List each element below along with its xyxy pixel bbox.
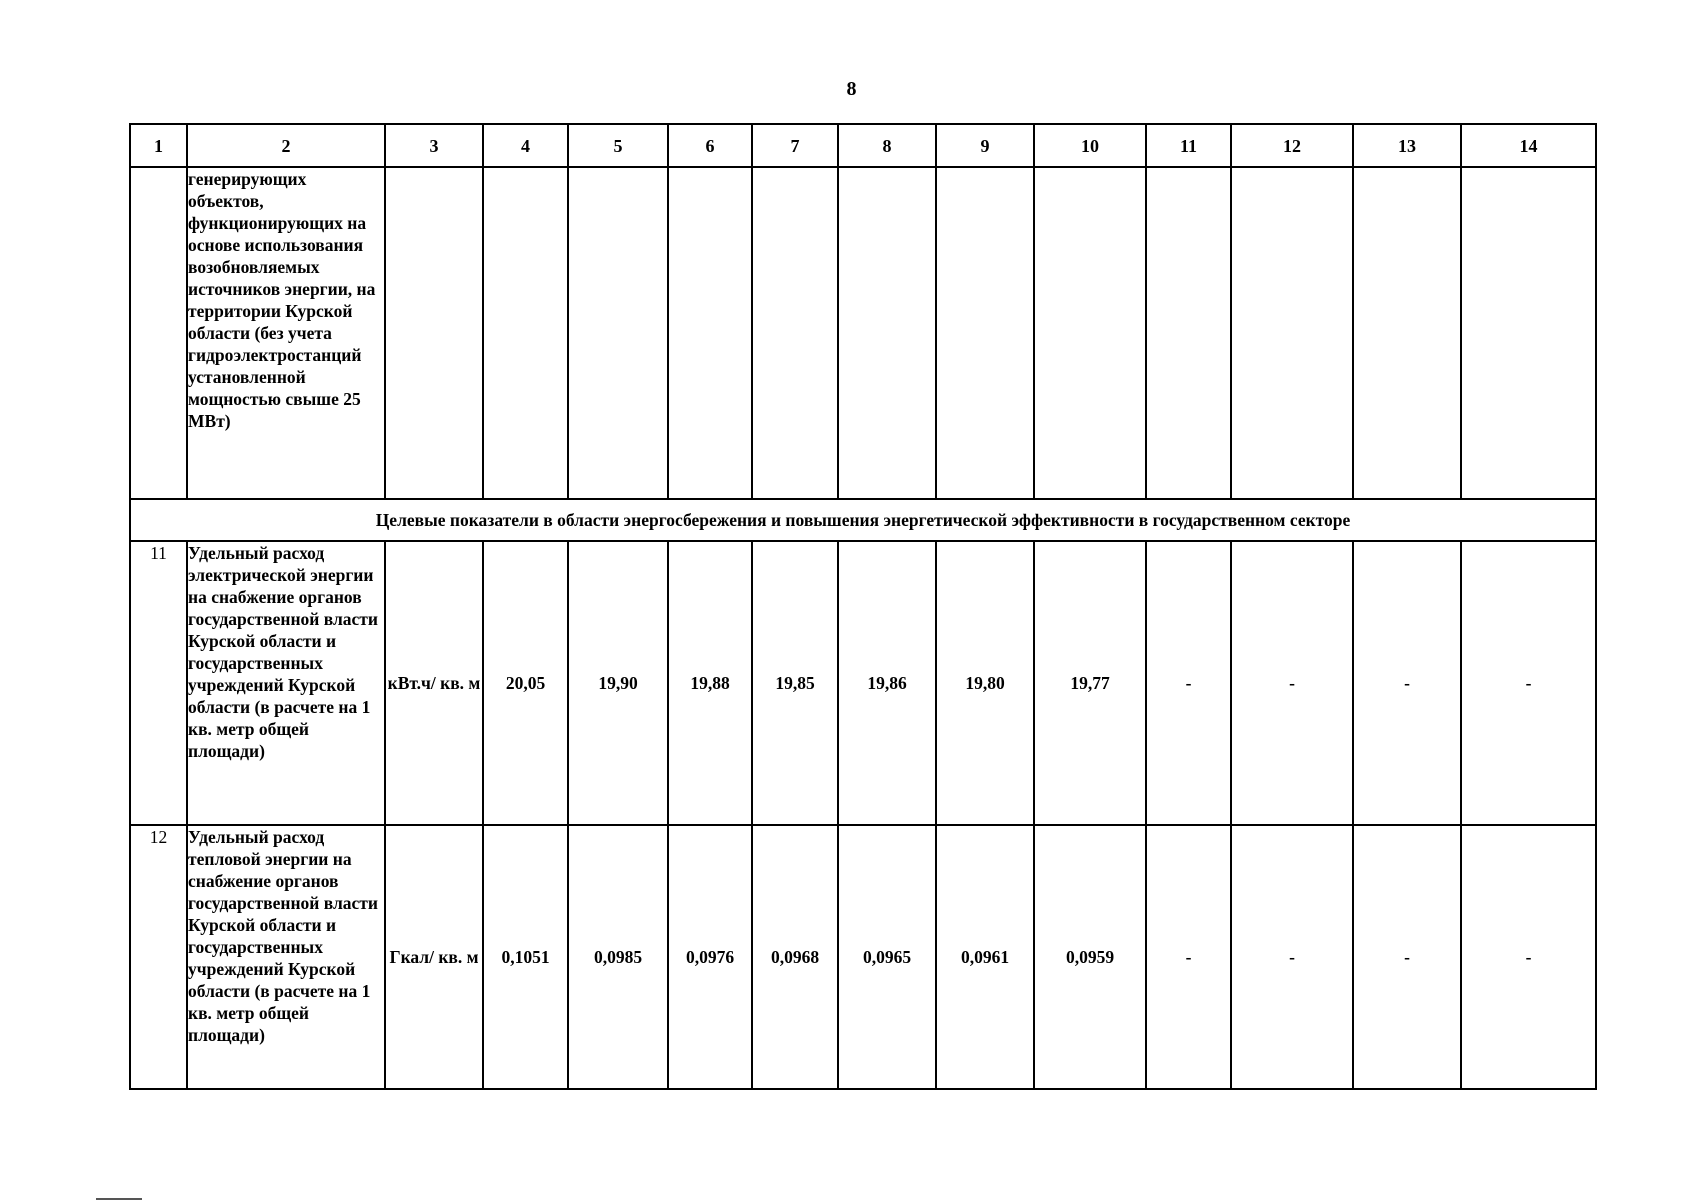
header-row	[130, 124, 1596, 167]
value-cell: -	[1461, 541, 1596, 825]
indicator-name-cell: генерирующих объектов, функционирующих на основе использования возобновляемых источников энергии, на территории Курской области (без учета гидроэлектростанций установленной мощностью свыше 25 МВт)	[187, 167, 385, 499]
value-cell: 0,1051	[483, 825, 568, 1089]
value-cell: -	[1231, 825, 1353, 1089]
column-header: 2	[187, 124, 385, 167]
value-cell: 0,0976	[668, 825, 752, 1089]
value-cell: 19,90	[568, 541, 668, 825]
column-header: 12	[1231, 124, 1353, 167]
empty-cell	[1231, 167, 1353, 499]
value-cell: 0,0959	[1034, 825, 1146, 1089]
value-cell: 19,80	[936, 541, 1034, 825]
value-cell: -	[1146, 541, 1231, 825]
value-cell: 0,0965	[838, 825, 936, 1089]
empty-cell	[668, 167, 752, 499]
unit-cell: кВт.ч/ кв. м	[385, 541, 483, 825]
table-row	[130, 825, 1596, 1089]
indicator-name-cell: Удельный расход электрической энергии на снабжение органов государственной власти Курской области и государственных учреждений Курской области (в расчете на 1 кв. метр общей площади)	[187, 541, 385, 825]
value-cell: 19,86	[838, 541, 936, 825]
column-header: 11	[1146, 124, 1231, 167]
indicators-table	[129, 123, 1597, 1090]
indicator-name-cell: Удельный расход тепловой энергии на снабжение органов государственной власти Курской области и государственных учреждений Курской области (в расчете на 1 кв. метр общей площади)	[187, 825, 385, 1089]
column-header: 14	[1461, 124, 1596, 167]
table-row	[130, 541, 1596, 825]
value-cell: 19,88	[668, 541, 752, 825]
empty-cell	[1461, 167, 1596, 499]
row-number-cell: 12	[130, 825, 187, 1089]
column-header: 3	[385, 124, 483, 167]
value-cell: 19,85	[752, 541, 838, 825]
value-cell: -	[1353, 541, 1461, 825]
value-cell: 19,77	[1034, 541, 1146, 825]
value-cell: 20,05	[483, 541, 568, 825]
empty-cell	[385, 167, 483, 499]
empty-cell	[1146, 167, 1231, 499]
value-cell: -	[1461, 825, 1596, 1089]
page-number: 8	[846, 78, 857, 100]
column-header: 10	[1034, 124, 1146, 167]
column-header: 9	[936, 124, 1034, 167]
column-header: 6	[668, 124, 752, 167]
row-number-cell	[130, 167, 187, 499]
empty-cell	[936, 167, 1034, 499]
value-cell: -	[1353, 825, 1461, 1089]
column-header: 13	[1353, 124, 1461, 167]
column-header: 7	[752, 124, 838, 167]
unit-cell: Гкал/ кв. м	[385, 825, 483, 1089]
value-cell: -	[1146, 825, 1231, 1089]
empty-cell	[483, 167, 568, 499]
section-row	[130, 499, 1596, 541]
empty-cell	[838, 167, 936, 499]
value-cell: 0,0961	[936, 825, 1034, 1089]
row-number-cell: 11	[130, 541, 187, 825]
column-header: 5	[568, 124, 668, 167]
value-cell: 0,0968	[752, 825, 838, 1089]
empty-cell	[568, 167, 668, 499]
empty-cell	[1353, 167, 1461, 499]
empty-cell	[752, 167, 838, 499]
value-cell: 0,0985	[568, 825, 668, 1089]
empty-cell	[1034, 167, 1146, 499]
column-header: 1	[130, 124, 187, 167]
column-header: 8	[838, 124, 936, 167]
table-row-continuation	[130, 167, 1596, 499]
column-header: 4	[483, 124, 568, 167]
value-cell: -	[1231, 541, 1353, 825]
section-title: Целевые показатели в области энергосбережения и повышения энергетической эффективности в государственном секторе	[130, 499, 1596, 541]
